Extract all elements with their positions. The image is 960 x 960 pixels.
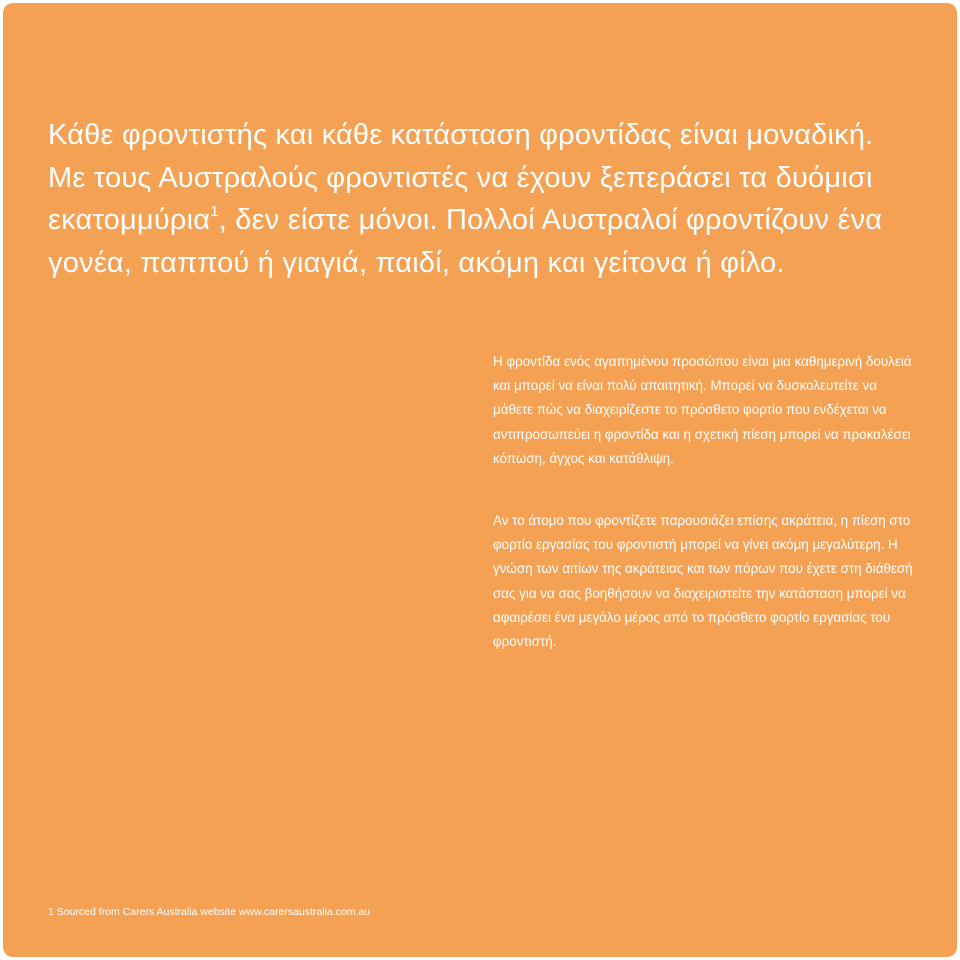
footnote: 1 Sourced from Carers Australia website www.carersaustralia.com.au: [48, 906, 371, 918]
headline-text-end: , δεν είστε μόνοι. Πολλοί Αυστραλοί φροντίζουν ένα γονέα, παππού ή γιαγιά, παιδί, ακόμη και γείτονα ή φίλο.: [48, 204, 883, 279]
footnote-reference: 1: [210, 203, 219, 221]
headline: [48, 114, 908, 284]
headline-text-start: Κάθε φροντιστής και κάθε κατάσταση φροντίδας είναι μοναδική. Με τους Αυστραλούς φροντιστές να έχουν ξεπεράσει τα δυόμισι εκατομμύρια: [48, 119, 874, 236]
body-paragraph-1: Η φροντίδα ενός αγαπημένου προσώπου είναι μια καθημερινή δουλειά και μπορεί να είναι πολύ απαιτητική. Μπορεί να δυσκολευτείτε να μάθετε πώς να διαχειρίζεστε το πρόσθετο φορτίο που ενδέχεται να αντιπροσωπεύει η φροντίδα και η σχετική πίεση μπορεί να προκαλέσει κόπωση, άγχος και κατάθλιψη.: [493, 354, 912, 466]
page-panel: [3, 3, 957, 957]
body-paragraph-2: Αν το άτομο που φροντίζετε παρουσιάζει επίσης ακράτεια, η πίεση στο φορτίο εργασίας του φροντιστή μπορεί να γίνει ακόμη μεγαλύτερη. Η γνώση των αιτίων της ακράτειας και των πόρων που έχετε στη διάθεσή σας για να σας βοηθήσουν να διαχειριστείτε την κατάσταση μπορεί να αφαιρέσει ένα μεγάλο μέρος από το πρόσθετο φορτίο εργασίας του φροντιστή.: [493, 513, 913, 650]
